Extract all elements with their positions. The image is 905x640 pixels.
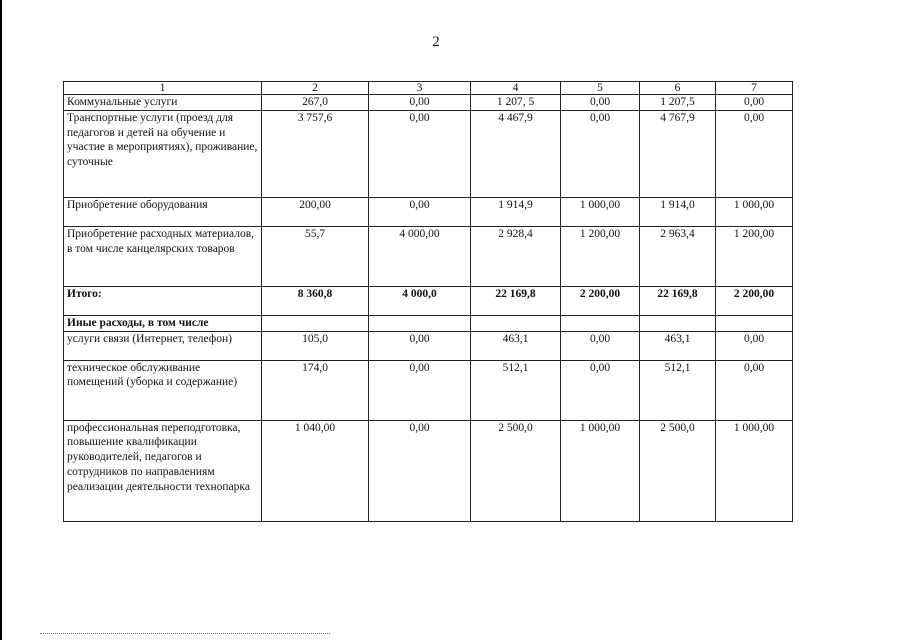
table-cell: 4 000,0 — [369, 286, 471, 315]
table-cell: 200,00 — [262, 197, 369, 226]
table-row — [64, 420, 793, 521]
page-number: 2 — [432, 34, 440, 50]
column-header: 3 — [369, 82, 471, 95]
row-label: Транспортные услуги (проезд для педагогов и детей на обучение и участие в мероприятиях), проживание, суточные — [64, 110, 262, 197]
budget-table-body — [64, 82, 793, 522]
table-cell — [561, 315, 640, 331]
table-cell: 463,1 — [640, 331, 716, 360]
table-cell: 0,00 — [369, 95, 471, 111]
table-cell — [369, 315, 471, 331]
table-row — [64, 315, 793, 331]
table-cell: 2 500,0 — [471, 420, 561, 521]
table-cell: 2 200,00 — [716, 286, 793, 315]
table-row — [64, 360, 793, 420]
table-cell: 0,00 — [716, 360, 793, 420]
table-cell: 22 169,8 — [471, 286, 561, 315]
table-cell: 22 169,8 — [640, 286, 716, 315]
table-cell: 1 000,00 — [561, 197, 640, 226]
column-header: 7 — [716, 82, 793, 95]
table-cell: 0,00 — [369, 110, 471, 197]
table-cell: 1 914,9 — [471, 197, 561, 226]
table-cell: 0,00 — [716, 110, 793, 197]
row-label: Приобретение расходных материалов, в том числе канцелярских товаров — [64, 226, 262, 286]
table-cell: 0,00 — [561, 360, 640, 420]
table-cell: 0,00 — [369, 197, 471, 226]
table-cell: 4 000,00 — [369, 226, 471, 286]
table-cell: 0,00 — [561, 331, 640, 360]
table-cell — [640, 315, 716, 331]
budget-table — [63, 81, 793, 522]
row-label: Итого: — [64, 286, 262, 315]
table-cell: 4 467,9 — [471, 110, 561, 197]
table-cell: 0,00 — [369, 360, 471, 420]
table-cell: 1 200,00 — [716, 226, 793, 286]
table-cell: 1 200,00 — [561, 226, 640, 286]
table-cell — [471, 315, 561, 331]
row-label: профессиональная переподготовка, повышение квалификации руководителей, педагогов и сотрудников по направлениям реализации деятельности технопарка — [64, 420, 262, 521]
scan-artifact-line — [40, 633, 330, 634]
table-cell: 55,7 — [262, 226, 369, 286]
table-cell: 4 767,9 — [640, 110, 716, 197]
table-row — [64, 110, 793, 197]
row-label: Иные расходы, в том числе — [64, 315, 262, 331]
row-label: Коммунальные услуги — [64, 95, 262, 111]
table-row — [64, 95, 793, 111]
table-cell: 0,00 — [716, 331, 793, 360]
table-cell: 267,0 — [262, 95, 369, 111]
scan-left-border — [0, 0, 2, 640]
table-cell — [262, 315, 369, 331]
table-cell: 8 360,8 — [262, 286, 369, 315]
table-row — [64, 197, 793, 226]
table-cell: 1 000,00 — [716, 420, 793, 521]
table-cell: 2 500,0 — [640, 420, 716, 521]
table-row — [64, 331, 793, 360]
table-cell: 1 000,00 — [716, 197, 793, 226]
table-cell: 463,1 — [471, 331, 561, 360]
table-cell — [716, 315, 793, 331]
table-cell: 105,0 — [262, 331, 369, 360]
table-row — [64, 286, 793, 315]
table-cell: 512,1 — [471, 360, 561, 420]
table-cell: 2 963,4 — [640, 226, 716, 286]
table-cell: 0,00 — [369, 331, 471, 360]
column-header: 6 — [640, 82, 716, 95]
table-row — [64, 226, 793, 286]
table-cell: 1 207, 5 — [471, 95, 561, 111]
column-header: 5 — [561, 82, 640, 95]
row-label: Приобретение оборудования — [64, 197, 262, 226]
row-label: техническое обслуживание помещений (уборка и содержание) — [64, 360, 262, 420]
table-cell: 0,00 — [369, 420, 471, 521]
table-cell: 174,0 — [262, 360, 369, 420]
row-label: услуги связи (Интернет, телефон) — [64, 331, 262, 360]
column-header: 4 — [471, 82, 561, 95]
table-cell: 2 200,00 — [561, 286, 640, 315]
header-row — [64, 82, 793, 95]
table-cell: 2 928,4 — [471, 226, 561, 286]
table-cell: 1 000,00 — [561, 420, 640, 521]
table-cell: 512,1 — [640, 360, 716, 420]
column-header: 2 — [262, 82, 369, 95]
table-cell: 1 207,5 — [640, 95, 716, 111]
column-header: 1 — [64, 82, 262, 95]
table-cell: 1 914,0 — [640, 197, 716, 226]
table-cell: 3 757,6 — [262, 110, 369, 197]
table-cell: 0,00 — [561, 110, 640, 197]
table-cell: 0,00 — [716, 95, 793, 111]
table-cell: 0,00 — [561, 95, 640, 111]
table-cell: 1 040,00 — [262, 420, 369, 521]
